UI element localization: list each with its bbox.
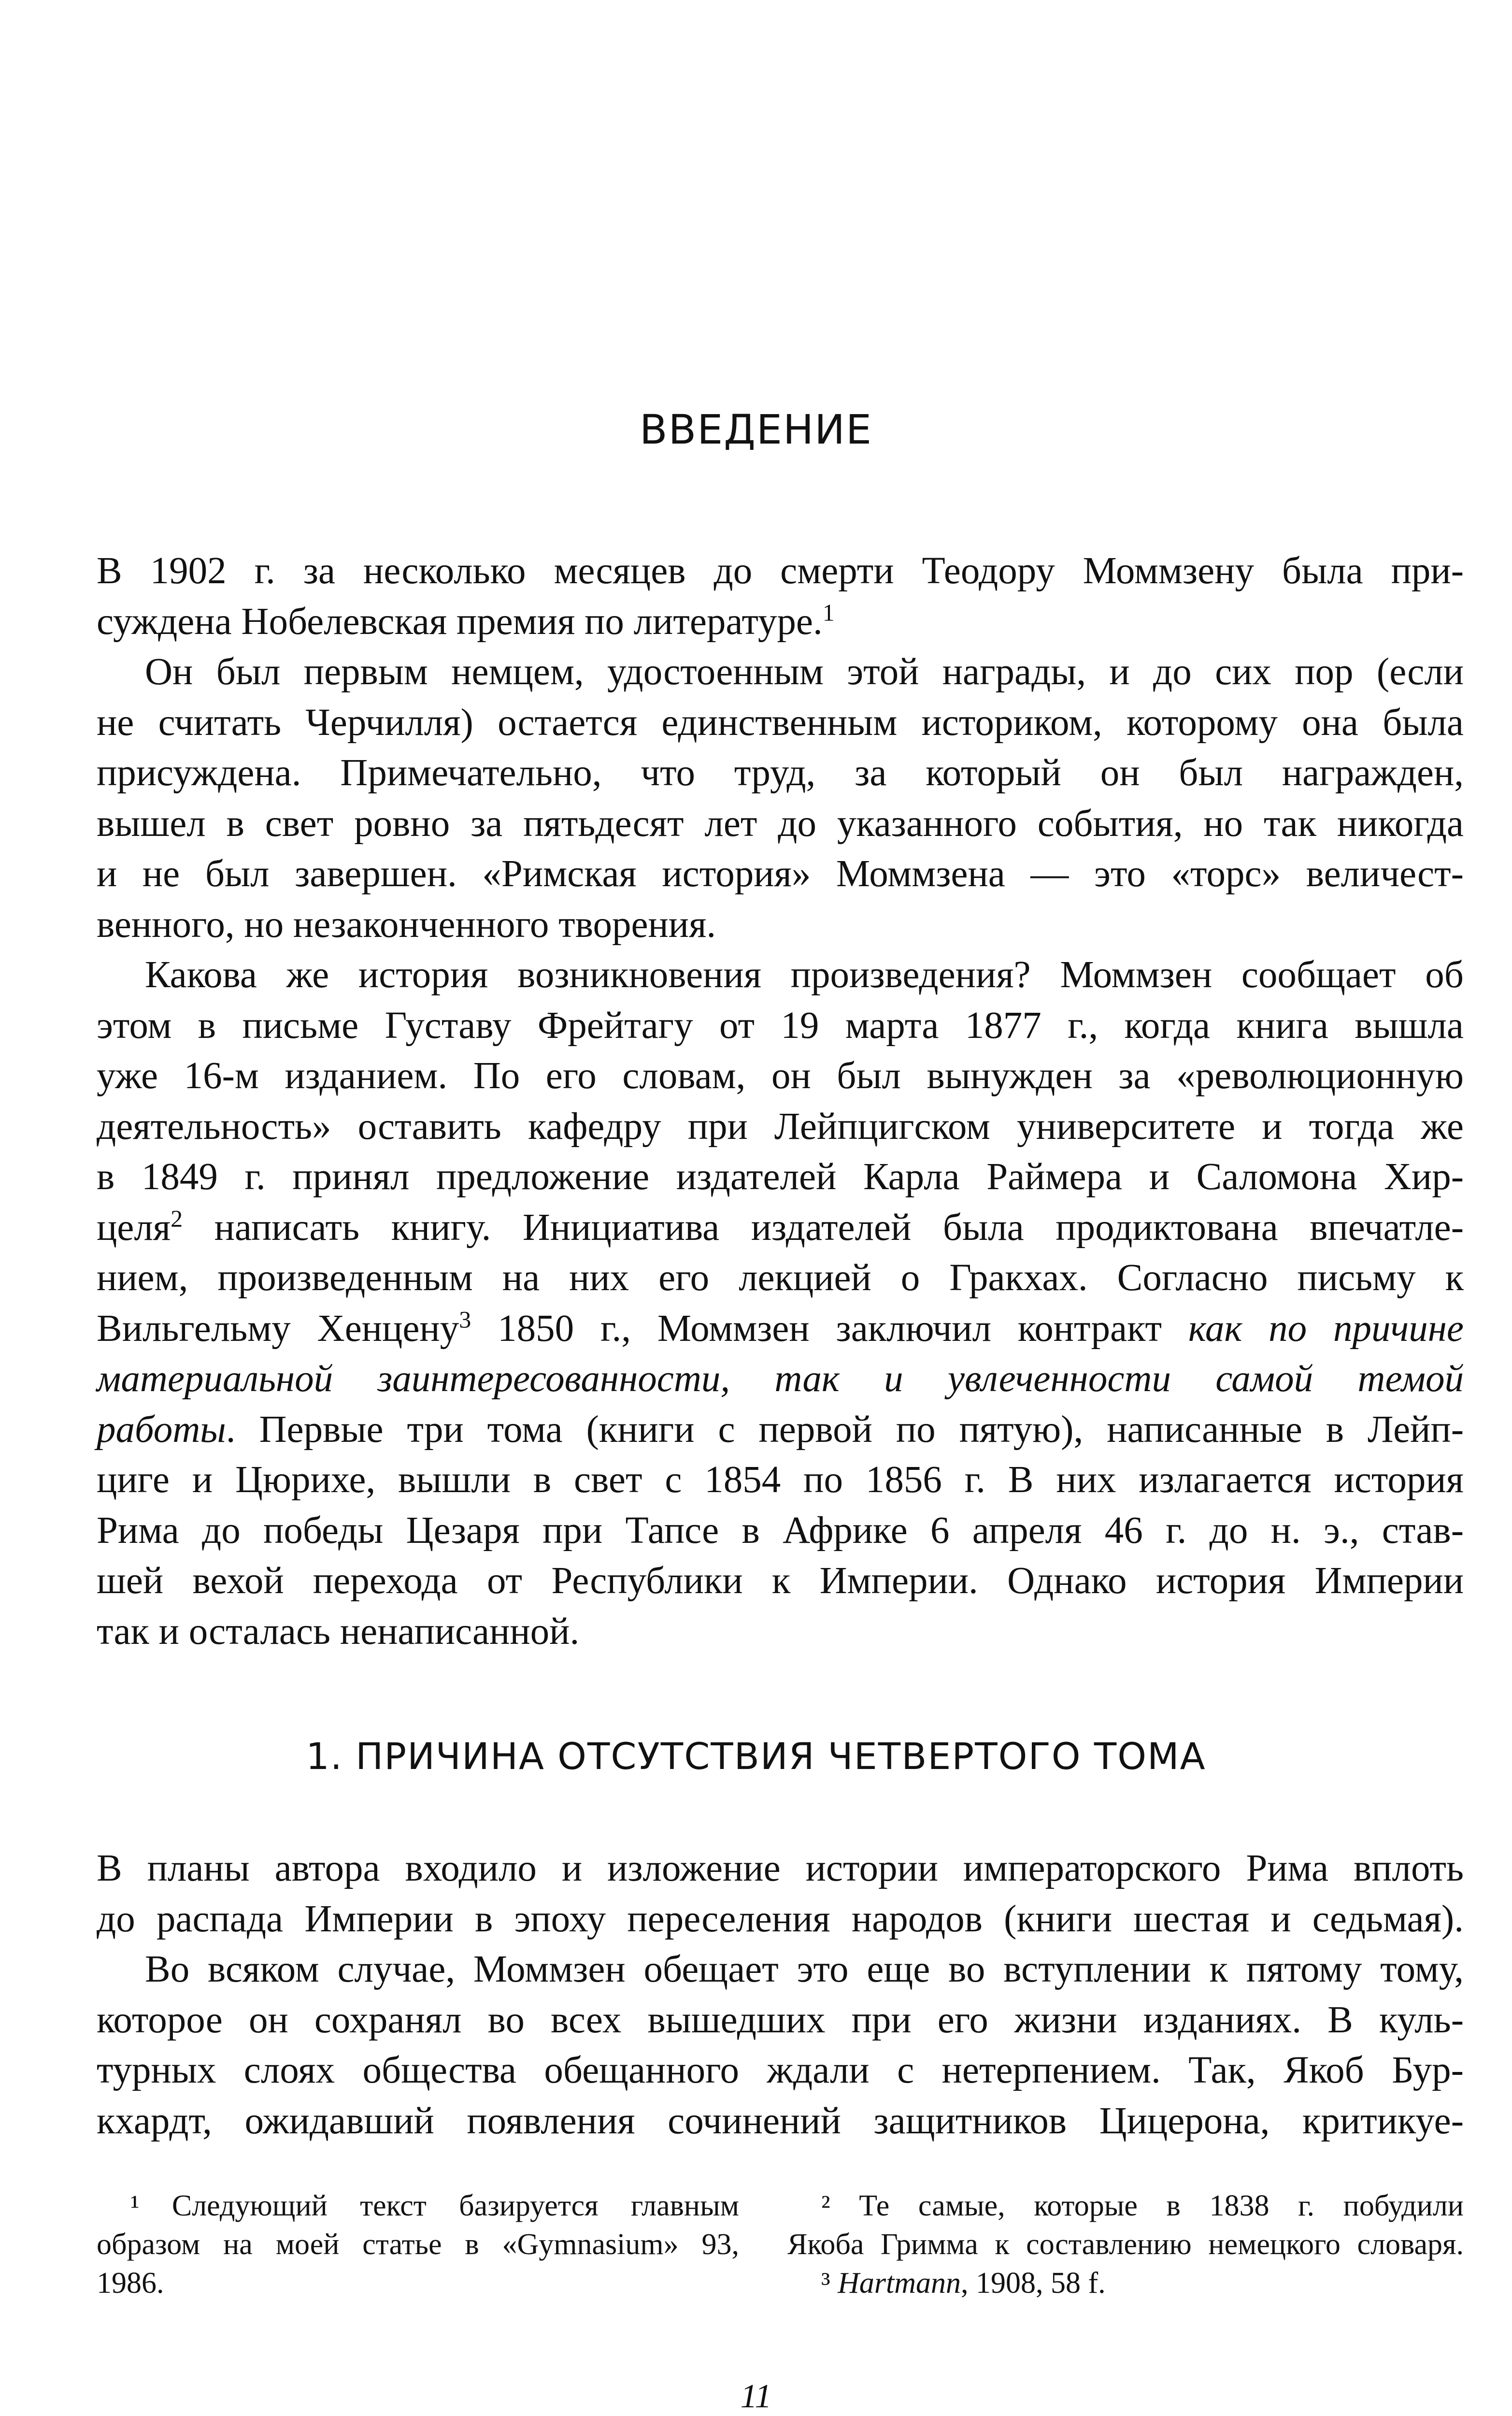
footnote-1-cont: 1986. [97,2267,164,2300]
text-line: Рима до победы Цезаря при Тапсе в Африке 6 апреля 46 г. до н. э., став- [97,1509,1464,1552]
footnote-ref-1[interactable]: 1 [822,599,835,626]
text-line: до распада Империи в эпоху переселения народов (книги шестая и седьмая). [97,1898,1464,1940]
text-line: нием, произведенным на них его лекцией о Гракхах. Согласно письму к [97,1257,1464,1299]
text-line: работы. Первые три тома (книги с первой по пятую), написанные в Лейп- [97,1408,1464,1451]
intro-paragraph-3 [97,950,1464,1657]
text-line: присуждена. Примечательно, что труд, за который он был награжден, [97,752,1464,794]
text-line: в 1849 г. принял предложение издателей Карла Раймера и Саломона Хир- [97,1156,1464,1198]
text-line: уже 16-м изданием. По его словам, он был вынужден за «революционную [97,1055,1464,1097]
text-line: целя$^2$ написать книгу. Инициатива издателей была продиктована впечатле- [97,1205,1464,1249]
text-line: Какова же история возникновения произведения? Моммзен сообщает об [145,954,1464,996]
italic-quote: материальной заинтересованности, так и увлеченности самой темой [97,1358,1464,1400]
text-line: венного, но незаконченного творения. [97,903,716,946]
footnotes-left-column [97,2186,739,2302]
text-line: Он был первым немцем, удостоенным этой награды, и до сих пор (если [145,651,1464,693]
text-line: шей вехой перехода от Республики к Империи. Однако история Империи [97,1560,1464,1602]
footnote-1-cont: образом на моей статье в «Gymnasium» 93, [97,2228,739,2261]
footnote-1: ¹ Следующий текст базируется главным [130,2189,739,2222]
text-line: деятельность» оставить кафедру при Лейпцигском университете и тогда же [97,1105,1464,1148]
intro-paragraph-2 [97,647,1464,950]
text-line: В 1902 г. за несколько месяцев до смерти Теодору Моммзену была при- [97,550,1464,592]
text-line: которое он сохранял во всех вышедших при его жизни изданиях. В куль- [97,1999,1464,2041]
text-line: кхардт, ожидавший появления сочинений защитников Цицерона, критикуе- [97,2100,1464,2142]
text-line [97,1354,1464,1405]
text-line: Вильгельму Хенцену$^3$ 1850 г., Моммзен заключил контракт как по причине [97,1306,1464,1350]
footnote-ref-3[interactable]: 3 [459,1306,471,1333]
italic-quote: работы [97,1408,226,1451]
footnote-ref-2[interactable]: 2 [171,1205,183,1232]
intro-text [97,546,1464,1657]
section-1-text [97,1843,1464,2146]
text-line: так и осталась ненаписанной. [97,1610,580,1653]
section-1-paragraph [97,1843,1464,2146]
footnote-2: ² Те самые, которые в 1838 г. побудили [821,2189,1464,2222]
text-line: циге и Цюрихе, вышли в свет с 1854 по 1856 г. В них излагается история [97,1459,1464,1501]
footnote-author: Hartmann [838,2267,961,2300]
intro-paragraph-1 [97,546,1464,647]
footnote-2-cont: Якоба Гримма к составлению немецкого словаря. [787,2228,1464,2261]
page-number: 11 [740,2378,772,2415]
footnotes-right-column [787,2186,1464,2302]
chapter-title: ВВЕДЕНИЕ [639,406,873,453]
footnote-3: ³ Hartmann, 1908, 58 f. [821,2267,1106,2300]
text-line: этом в письме Густаву Фрейтагу от 19 марта 1877 г., когда книга вышла [97,1004,1464,1047]
italic-quote: как по причине [1188,1307,1464,1350]
text-line: турных слоях общества обещанного ждали с нетерпением. Так, Якоб Бур- [97,2049,1464,2091]
text-line: В планы автора входило и изложение истории императорского Рима вплоть [97,1847,1464,1889]
text-line: суждена Нобелевская премия по литературе.$^1$ [97,599,835,643]
text-line: вышел в свет ровно за пятьдесят лет до указанного события, но так никогда [97,802,1464,845]
text-line: и не был завершен. «Римская история» Моммзена — это «торс» величест- [97,853,1464,895]
section-heading: 1. ПРИЧИНА ОТСУТСТВИЯ ЧЕТВЕРТОГО ТОМА [306,1735,1206,1778]
text-line: Во всяком случае, Моммзен обещает это еще во вступлении к пятому тому, [145,1948,1464,1990]
text-line: не считать Черчилля) остается единственным историком, которому она была [97,701,1464,744]
